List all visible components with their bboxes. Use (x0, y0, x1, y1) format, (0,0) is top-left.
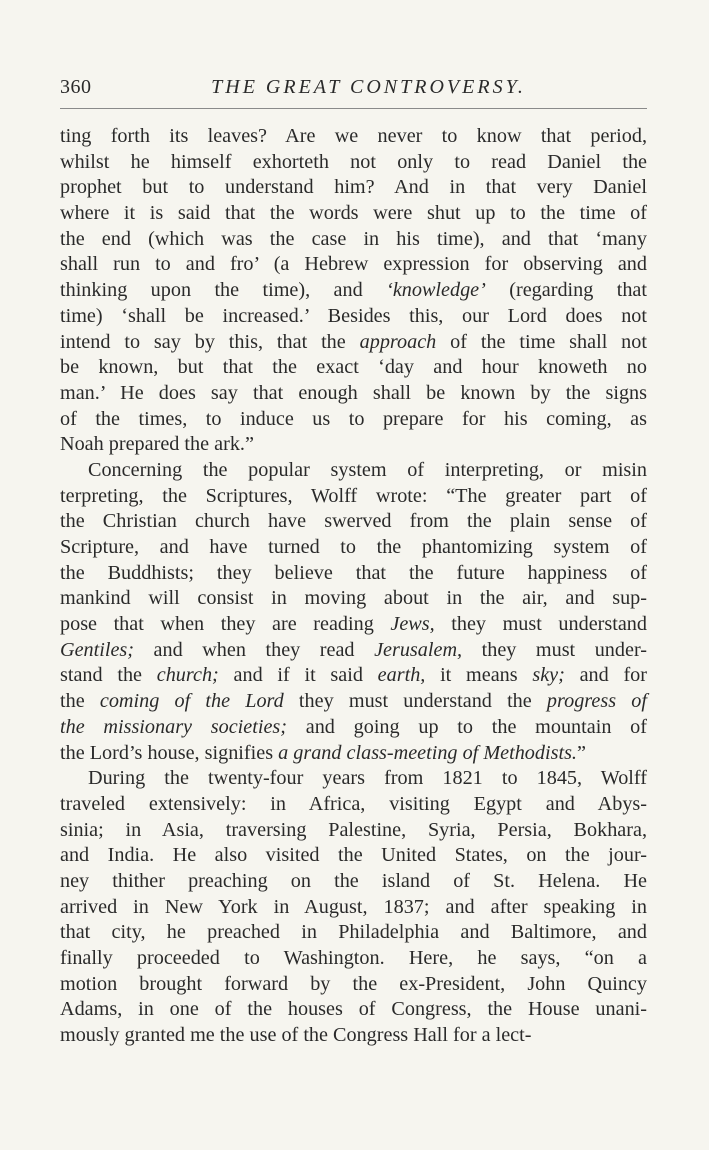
text-line (60, 432, 647, 458)
text-run: thinking upon the time), and (60, 279, 387, 302)
text-line (60, 843, 647, 869)
text-run: man.’ He does say that enough shall be known by the signs (60, 381, 647, 404)
text-line (60, 895, 647, 921)
text-line (60, 946, 647, 972)
text-run: ney thither preaching on the island of St. Helena. He (60, 869, 647, 892)
text-line (60, 175, 647, 201)
italic-text: sky; (532, 664, 565, 687)
italic-text: a grand class-meeting of Methodists. (278, 741, 577, 764)
text-run: they must understand (434, 613, 647, 636)
text-line (60, 1023, 647, 1049)
text-run: the Christian church have swerved from the plain sense of (60, 510, 647, 533)
body-text (60, 124, 647, 1049)
text-line (60, 715, 647, 741)
running-title: THE GREAT CONTROVERSY. (211, 76, 526, 98)
text-line (60, 612, 647, 638)
text-run: Noah prepared the ark.” (60, 433, 254, 456)
text-line (60, 381, 647, 407)
text-run: ting forth its leaves? Are we never to know that period, (60, 125, 647, 147)
text-line (60, 278, 647, 304)
text-line (60, 792, 647, 818)
text-line (60, 663, 647, 689)
text-run: shall run to and fro’ (a Hebrew expression for observing and (60, 253, 647, 276)
text-run: and for (564, 664, 647, 687)
text-run: prophet but to understand him? And in that very Daniel (60, 176, 647, 199)
text-line (60, 869, 647, 895)
text-run: Concerning the popular system of interpreting, or misin (88, 458, 647, 481)
text-run: be known, but that the exact ‘day and hour knoweth no (60, 356, 647, 379)
text-run: the Buddhists; they believe that the future happiness of (60, 561, 647, 584)
text-line (60, 330, 647, 356)
text-run: the (60, 690, 100, 713)
text-run: traveled extensively: in Africa, visiting Egypt and Abys- (60, 792, 647, 815)
text-run: motion brought forward by the ex-President, John Quincy (60, 972, 647, 995)
text-run: and India. He also visited the United States, on the jour- (60, 844, 647, 867)
page-number: 360 (60, 76, 92, 98)
text-run: it means (425, 664, 533, 687)
text-line (60, 818, 647, 844)
text-run: stand the (60, 664, 157, 687)
text-run: Scripture, and have turned to the phantomizing system of (60, 536, 647, 558)
text-line (60, 535, 647, 561)
text-run: they must understand the (283, 690, 547, 713)
text-run: and when they read (134, 638, 375, 661)
text-run: During the twenty-four years from 1821 to 1845, Wolff (88, 767, 647, 790)
text-run: mously granted me the use of the Congress Hall for a lect- (60, 1024, 532, 1047)
text-line (60, 124, 647, 150)
italic-text: church; (156, 664, 219, 687)
text-line (60, 689, 647, 715)
italic-text: ‘knowledge’ (386, 279, 486, 302)
text-run: and if it said (218, 664, 378, 687)
text-line (60, 638, 647, 664)
text-line (60, 201, 647, 227)
text-run: of the time shall not (436, 330, 647, 353)
text-line (60, 997, 647, 1023)
text-run: arrived in New York in August, 1837; and after speaking in (60, 895, 647, 918)
text-line (60, 252, 647, 278)
text-line (60, 227, 647, 253)
text-line (60, 509, 647, 535)
text-run: and going up to the mountain of (287, 715, 647, 738)
text-line (60, 766, 647, 792)
italic-text: earth, (377, 664, 426, 687)
text-line (60, 561, 647, 587)
text-line (60, 458, 647, 484)
text-run: mankind will consist in moving about in the air, and sup- (60, 587, 647, 610)
text-run: finally proceeded to Washington. Here, he says, “on a (60, 947, 647, 969)
text-run: they must under- (462, 638, 647, 661)
text-run: terpreting, the Scriptures, Wolff wrote: “The greater part of (60, 484, 647, 507)
text-line (60, 150, 647, 176)
text-run: of the times, to induce us to prepare for his coming, as (60, 407, 647, 430)
text-line (60, 484, 647, 510)
text-run: intend to say by this, that the (60, 330, 360, 353)
text-run: Adams, in one of the houses of Congress, the House unani- (60, 998, 647, 1021)
text-line (60, 586, 647, 612)
italic-text: Jews, (390, 613, 435, 636)
text-line (60, 407, 647, 433)
text-run: where it is said that the words were shut up to the time of (60, 202, 647, 225)
text-line (60, 920, 647, 946)
header-rule (60, 108, 647, 109)
italic-text: Gentiles; (60, 638, 134, 661)
paragraph (60, 124, 647, 458)
text-run: that city, he preached in Philadelphia and Baltimore, and (60, 921, 647, 944)
text-run: sinia; in Asia, traversing Palestine, Syria, Persia, Bokhara, (60, 818, 647, 841)
paragraph (60, 766, 647, 1049)
page-header (60, 76, 647, 106)
italic-text: coming of the Lord (99, 690, 284, 713)
paragraph (60, 458, 647, 766)
text-run: (regarding that (485, 279, 647, 302)
text-line (60, 741, 647, 767)
italic-text: Jerusalem, (374, 638, 463, 661)
text-run: the Lord’s house, signifies (60, 741, 279, 764)
text-run: ” (576, 741, 586, 764)
italic-text: progress of (546, 690, 647, 713)
text-line (60, 355, 647, 381)
text-line (60, 304, 647, 330)
text-run: the end (which was the case in his time), and that ‘many (60, 227, 647, 250)
text-line (60, 972, 647, 998)
italic-text: the missionary societies; (60, 715, 287, 738)
text-run: pose that when they are reading (60, 613, 391, 636)
text-run: time) ‘shall be increased.’ Besides this, our Lord does not (60, 304, 647, 327)
italic-text: approach (359, 330, 437, 353)
text-run: whilst he himself exhorteth not only to read Daniel the (60, 150, 647, 173)
